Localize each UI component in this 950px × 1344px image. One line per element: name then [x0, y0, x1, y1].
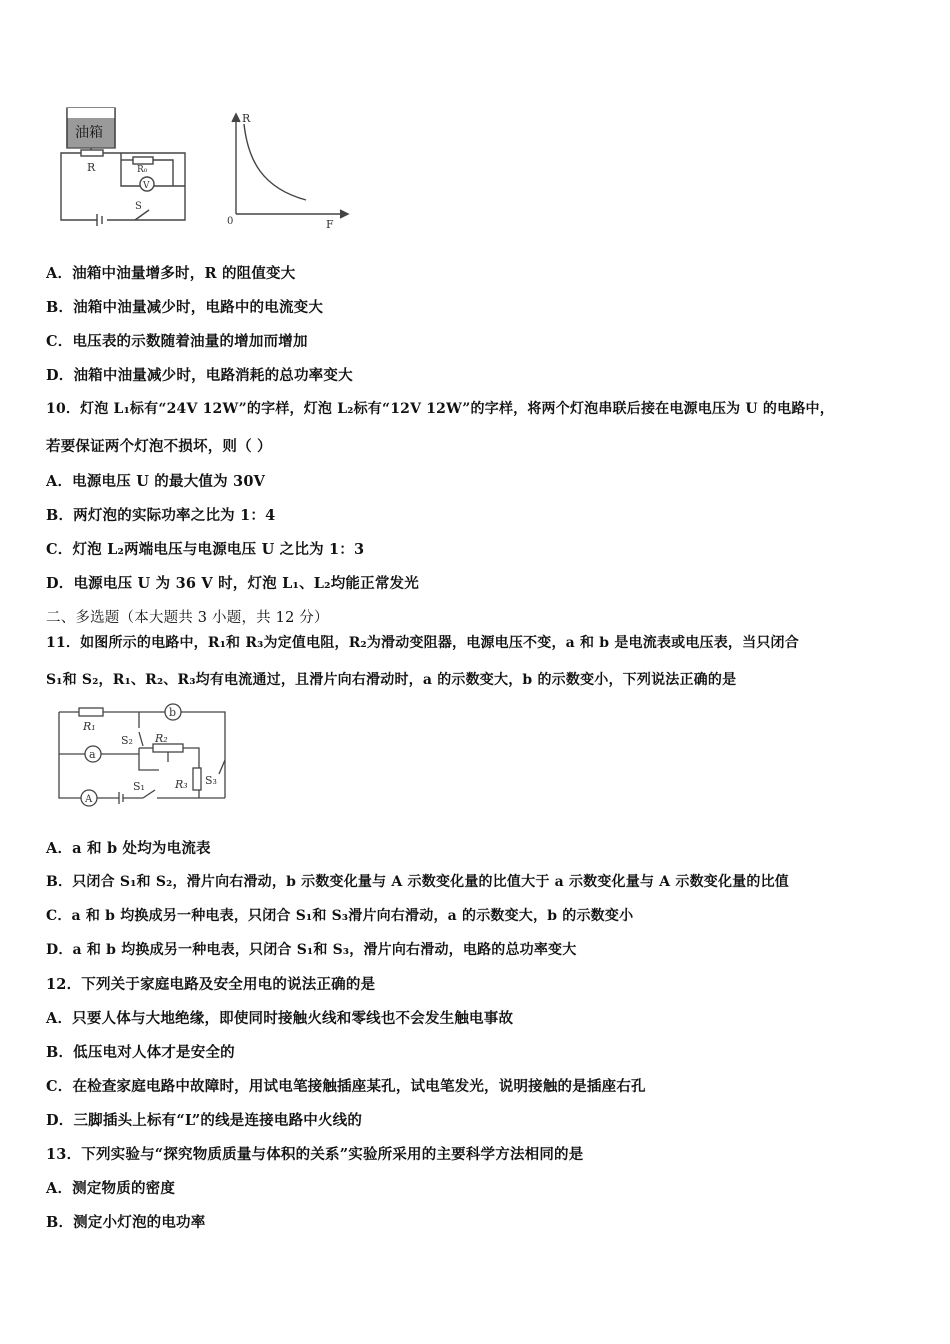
q11-stem-line1: 11．如图所示的电路中，R₁和 R₃为定值电阻，R₂为滑动变阻器，电源电压不变，a 和 b 是电流表或电压表，当只闭合	[46, 635, 799, 651]
q12-option-b: B．低压电对人体才是安全的	[46, 1044, 235, 1061]
q11-option-c: C．a 和 b 均换成另一种电表，只闭合 S₁和 S₃滑片向右滑动，a 的示数变大，b 的示数变小	[46, 908, 634, 924]
origin-label: 0	[227, 216, 234, 227]
q10-option-d: D．电源电压 U 为 36 V 时，灯泡 L₁、L₂均能正常发光	[46, 575, 419, 592]
q10-option-b: B．两灯泡的实际功率之比为 1：4	[46, 507, 276, 524]
q10-option-a: A．电源电压 U 的最大值为 30V	[46, 473, 266, 490]
y-axis-label: R	[242, 112, 251, 125]
ammeter-label: A	[85, 794, 93, 805]
voltmeter-label: V	[143, 181, 150, 191]
q13-stem: 13．下列实验与“探究物质质量与体积的关系”实验所采用的主要科学方法相同的是	[46, 1146, 584, 1163]
q12-option-d: D．三脚插头上标有“L”的线是连接电路中火线的	[46, 1112, 363, 1129]
q10-stem-line2: 若要保证两个灯泡不损坏，则（ ）	[46, 438, 272, 455]
q11-option-d: D．a 和 b 均换成另一种电表，只闭合 S₁和 S₃，滑片向右滑动，电路的总功率变大	[46, 942, 577, 958]
q12-option-c: C．在检查家庭电路中故障时，用试电笔接触插座某孔，试电笔发光，说明接触的是插座右孔	[46, 1078, 646, 1095]
r2-label: R₂	[155, 732, 168, 745]
q12-option-a: A．只要人体与大地绝缘，即使同时接触火线和零线也不会发生触电事故	[46, 1010, 514, 1027]
r1-label: R₁	[83, 720, 96, 733]
q9-option-b: B．油箱中油量减少时，电路中的电流变大	[46, 299, 324, 316]
s2-label: S₂	[121, 734, 133, 747]
q11-stem-line2: S₁和 S₂，R₁、R₂、R₃均有电流通过，且滑片向右滑动时，a 的示数变大，b 的示数变小，下列说法正确的是	[46, 672, 737, 688]
switch-label: S	[135, 201, 142, 212]
q9-option-c: C．电压表的示数随着油量的增加而增加	[46, 333, 308, 350]
tank-label: 油箱	[75, 124, 103, 140]
q11-option-b: B．只闭合 S₁和 S₂，滑片向右滑动，b 示数变化量与 A 示数变化量的比值大于 a 示数变化量与 A 示数变化量的比值	[46, 874, 789, 890]
q9-option-d: D．油箱中油量减少时，电路消耗的总功率变大	[46, 367, 353, 384]
s1-label: S₁	[133, 780, 145, 793]
r-label: R	[87, 161, 96, 174]
q13-option-a: A．测定物质的密度	[46, 1180, 176, 1197]
a-meter-label: a	[89, 748, 96, 761]
q10-stem-line1: 10．灯泡 L₁标有“24V 12W”的字样，灯泡 L₂标有“12V 12W”的字样，将两个灯泡串联后接在电源电压为 U 的电路中，	[46, 401, 834, 417]
q11-option-a: A．a 和 b 处均为电流表	[46, 840, 211, 857]
s3-label: S₃	[205, 774, 217, 787]
x-axis-label: F	[326, 218, 334, 230]
q13-option-b: B．测定小灯泡的电功率	[46, 1214, 206, 1231]
q10-option-c: C．灯泡 L₂两端电压与电源电压 U 之比为 1：3	[46, 541, 365, 558]
meter-circuit-figure	[55, 700, 235, 812]
oil-tank-circuit-figure	[55, 104, 195, 226]
r3-label: R₃	[175, 778, 188, 791]
q12-stem: 12．下列关于家庭电路及安全用电的说法正确的是	[46, 976, 376, 993]
resistance-force-graph	[222, 110, 354, 230]
section-header-multiple-choice: 二、多选题（本大题共 3 小题，共 12 分）	[46, 610, 329, 626]
q9-option-a: A．油箱中油量增多时，R 的阻值变大	[46, 265, 296, 282]
r0-label: R₀	[137, 165, 148, 175]
b-meter-label: b	[169, 706, 177, 719]
